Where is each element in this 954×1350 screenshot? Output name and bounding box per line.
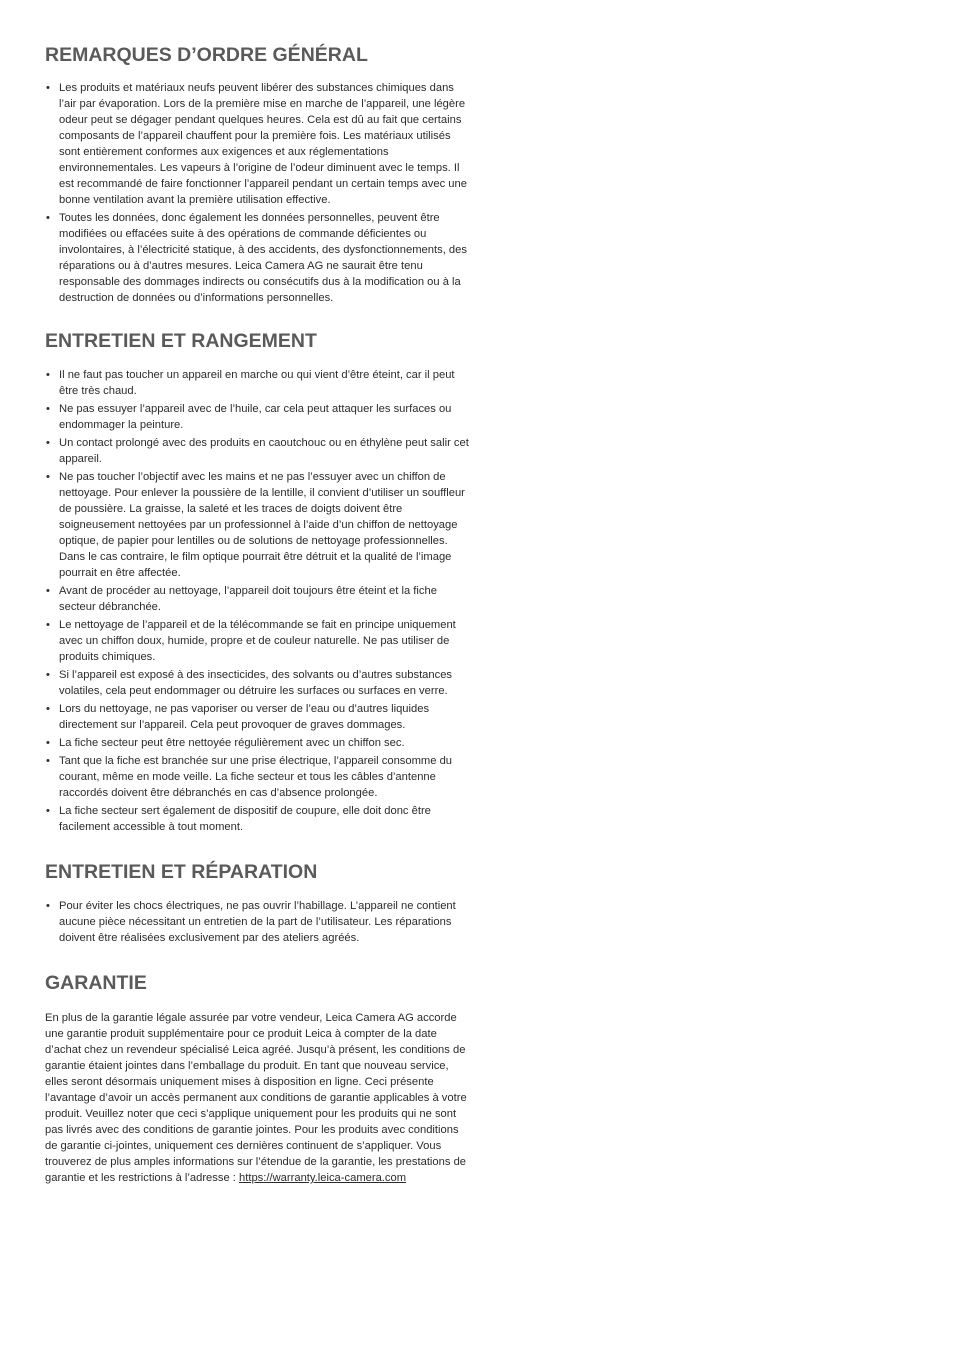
section-title: GARANTIE [45,972,147,994]
list-item-text: Un contact prolongé avec des produits en caoutchouc ou en éthylène peut salir cet appareil. [59,437,469,465]
list-item [45,435,469,467]
list-item-text: Le nettoyage de l’appareil et de la télécommande se fait en principe uniquement avec un chiffon doux, humide, propre et de couleur naturelle. Ne pas utiliser de produits chimiques. [59,619,456,663]
list-item-text: La fiche secteur sert également de dispositif de coupure, elle doit donc être facilement accessible à tout moment. [59,805,431,833]
list-item-text: Ne pas essuyer l’appareil avec de l’huile, car cela peut attaquer les surfaces ou endommager la peinture. [59,403,452,431]
list-item-text: Pour éviter les chocs électriques, ne pas ouvrir l’habillage. L’appareil ne contient aucune pièce nécessitant un entretien de la part de l’utilisateur. Les réparations doivent être réalisées exclusivement par des ateliers agréés. [59,900,456,944]
bullet-icon: • [46,437,50,449]
bullet-icon: • [46,403,50,415]
section-general-remarks [45,40,469,306]
list-item [45,753,469,801]
bullet-icon: • [46,369,50,381]
warranty-text: En plus de la garantie légale assurée par votre vendeur, Leica Camera AG accorde une garantie produit supplémentaire pour ce produit Leica à compter de la date d’achat chez un revendeur spécialisé Leica agréé. Jusqu’à présent, les conditions de garantie étaient jointes dans l’emballage du produit. En tant que nouveau service, elles seront désormais uniquement mises à disposition en ligne. Ceci présente l’avantage d’avoir un accès permanent aux conditions de garantie applicables à votre produit. Veuillez noter que ceci s’applique uniquement pour les produits qui ne sont pas livrés avec des conditions de garantie jointes. Pour les produits avec conditions de garantie ci-jointes, uniquement ces dernières continuent de s’appliquer. Vous trouverez de plus amples informations sur l’étendue de la garantie, les prestations de garantie et les restrictions à l’adresse : [45,1012,467,1184]
bullet-icon: • [46,585,50,597]
bullet-icon: • [46,619,50,631]
list-item [45,803,469,835]
bullet-icon: • [46,805,50,817]
bullet-icon: • [46,703,50,715]
bullet-icon: • [46,212,50,224]
bullet-icon: • [46,669,50,681]
list-item-text: Lors du nettoyage, ne pas vaporiser ou verser de l’eau ou d’autres liquides directement sur l’appareil. Cela peut provoquer de graves dommages. [59,703,430,731]
bullet-list [45,898,469,946]
list-item [45,617,469,665]
list-item-text: Tant que la fiche est branchée sur une prise électrique, l’appareil consomme du courant, même en mode veille. La fiche secteur et tous les câbles d’antenne raccordés doivent être débranchés en cas d’absence prolongée. [59,755,453,799]
list-item [45,469,469,581]
list-item [45,401,469,433]
warranty-paragraph [45,1010,469,1186]
bullet-icon: • [46,900,50,912]
list-item-text: Les produits et matériaux neufs peuvent libérer des substances chimiques dans l’air par évaporation. Lors de la première mise en marche de l’appareil, une légère odeur peut se dégager pendant quelques heures. Cela est dû au fait que certains composants de l’appareil chauffent pour la première fois. Les matériaux utilisés sont entièrement conformes aux exigences et aux réglementations environnementales. Les vapeurs à l’origine de l’odeur diminuent avec le temps. Il est recommandé de faire fonctionner l’appareil pendant un certain temps avec une bonne ventilation avant la première utilisation effective. [59,82,467,206]
section-care-storage [45,326,469,835]
list-item [45,735,469,751]
list-item-text: La fiche secteur peut être nettoyée régulièrement avec un chiffon sec. [59,737,405,749]
list-item-text: Il ne faut pas toucher un appareil en marche ou qui vient d’être éteint, car il peut être très chaud. [59,369,455,397]
section-warranty [45,968,469,1186]
list-item-text: Si l’appareil est exposé à des insecticides, des solvants ou d’autres substances volatiles, cela peut endommager ou détruire les surfaces ou surfaces en verre. [59,669,453,697]
list-item [45,701,469,733]
section-maintenance-repair [45,857,469,946]
section-title: REMARQUES D’ORDRE GÉNÉRAL [45,44,368,66]
list-item-text: Ne pas toucher l’objectif avec les mains et ne pas l’essuyer avec un chiffon de nettoyage. Pour enlever la poussière de la lentille, il convient d’utiliser un souffleur de poussière. La graisse, la saleté et les traces de doigts doivent être soigneusement nettoyées par un professionnel à l’aide d’un chiffon de nettoyage optique, de papier pour lentilles ou de solutions de nettoyage professionnelles. Dans le cas contraire, le film optique pourrait être détruit et la qualité de l’image pourrait en être affectée. [59,471,465,579]
list-item [45,667,469,699]
bullet-list [45,367,469,835]
list-item-text: Toutes les données, donc également les données personnelles, peuvent être modifiées ou effacées suite à des opérations de commande déficientes ou involontaires, à l’électricité statique, à des accidents, des dysfonctionnements, des réparations ou à d’autres mesures. Leica Camera AG ne saurait être tenu responsable des dommages indirects ou consécutifs dus à la modification ou à la destruction de données ou d’informations personnelles. [59,212,467,304]
bullet-icon: • [46,82,50,94]
list-item [45,367,469,399]
list-item [45,210,469,306]
document-page [45,40,469,1186]
bullet-icon: • [46,737,50,749]
section-title: ENTRETIEN ET RÉPARATION [45,861,318,883]
list-item-text: Avant de procéder au nettoyage, l’appareil doit toujours être éteint et la fiche secteur débranchée. [59,585,437,613]
bullet-icon: • [46,755,50,767]
list-item [45,583,469,615]
bullet-list [45,80,469,306]
list-item [45,898,469,946]
list-item [45,80,469,208]
warranty-link[interactable]: https://warranty.leica-camera.com [239,1172,407,1184]
section-title: ENTRETIEN ET RANGEMENT [45,330,317,352]
bullet-icon: • [46,471,50,483]
